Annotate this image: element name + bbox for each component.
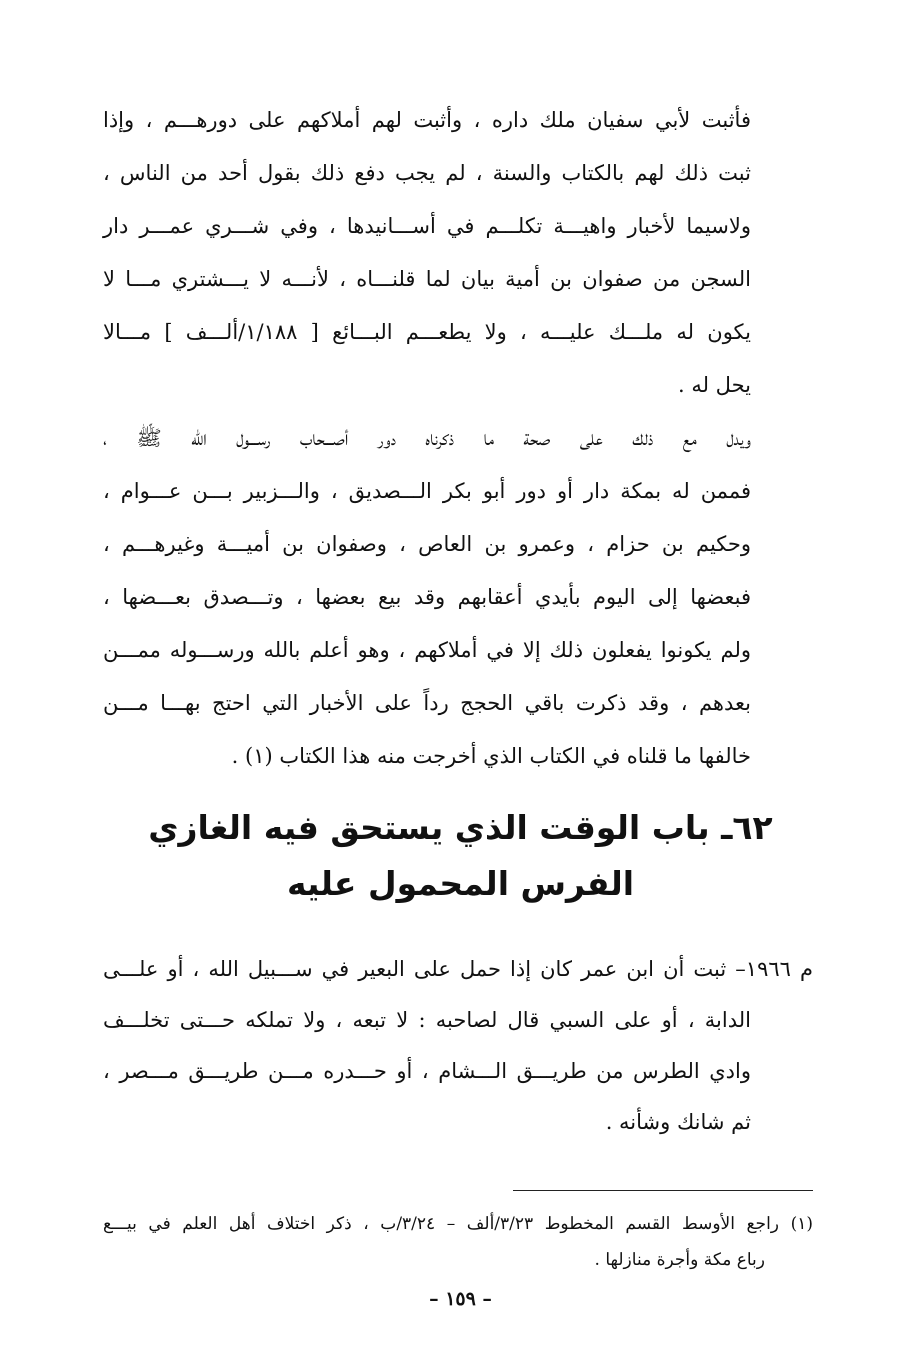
text-line: فممن له بمكة دار أو دور أبو بكر الـــصديق ، والـــزبير بـــن عـــوام ،: [103, 479, 751, 503]
footnote-divider: [513, 1190, 813, 1191]
text-line: يحل له .: [678, 373, 751, 397]
text-line: ولاسيما لأخبار واهيـــة تكلـــم في أســـانيدها ، وفي شـــري عمـــر دار: [103, 214, 751, 238]
footnote-line-2: رباع مكة وأجرة منازلها .: [594, 1250, 765, 1270]
text-line: يكون له ملـــك عليـــه ، ولا يطعـــم البـــائع [ ١/١٨٨/ألـــف ] مـــالا: [103, 320, 751, 344]
text-line: ثبت ذلك لهم بالكتاب والسنة ، لم يجب دفع ذلك بقول أحد من الناس ،: [103, 161, 751, 185]
footnote-line-1: [103, 1206, 813, 1242]
text-line: ويدل مع ذلك على صحة ما ذكرناه دور أصـــحاب رســـول الله ﷺ ،: [103, 426, 751, 450]
text-line: خالفها ما قلناه في الكتاب الذي أخرجت منه هذا الكتاب (١) .: [231, 744, 751, 768]
hadith-first-line: [103, 944, 813, 995]
hadith-line: وادي الطرس من طريـــق الـــشام ، أو حـــدره مـــن طريـــق مـــصر ،: [103, 1059, 751, 1083]
text-line: السجن من صفوان بن أمية بيان لما قلنـــاه ، لأنـــه لا يـــشتري مـــا لا: [103, 267, 751, 291]
footnote-text: راجع الأوسط القسم المخطوط ٣/٢٣/ألف – ٣/٢٤/ب ، ذكر اختلاف أهل العلم في بيـــع: [103, 1214, 780, 1234]
hadith-entry: [103, 944, 813, 1148]
hadith-text: ثبت أن ابن عمر كان إذا حمل على البعير في ســـبيل الله ، أو علـــى: [103, 957, 727, 981]
hadith-line: ثم شانك وشأنه .: [605, 1110, 751, 1134]
text-line: وحكيم بن حزام ، وعمرو بن العاص ، وصفوان بن أميـــة وغيرهـــم ،: [103, 532, 751, 556]
text-line: بعدهم ، وقد ذكرت باقي الحجج رداً على الأخبار التي احتج بهـــا مـــن: [103, 691, 751, 715]
text-line: فأثبت لأبي سفيان ملك داره ، وأثبت لهم أملاكهم على دورهـــم ، وإذا: [103, 108, 751, 132]
footnote-marker: (١): [790, 1214, 813, 1234]
chapter-heading-line-2: الفرس المحمول عليه: [286, 864, 635, 903]
main-text: [103, 94, 751, 783]
hadith-line: الدابة ، أو على السبي قال لصاحبه : لا تبعه ، ولا تملكه حـــتى تخلـــف: [103, 1008, 751, 1032]
hadith-number: م ١٩٦٦–: [735, 957, 813, 981]
footnote: [103, 1206, 813, 1278]
chapter-heading-line-1: ٦٢ـ باب الوقت الذي يستحق فيه الغازي: [148, 808, 773, 847]
page-number: – ١٥٩ –: [429, 1288, 492, 1310]
chapter-heading: [0, 800, 921, 912]
text-line: فبعضها إلى اليوم بأيدي أعقابهم وقد بيع بعضها ، وتـــصدق بعـــضها ،: [103, 585, 751, 609]
text-line: ولم يكونوا يفعلون ذلك إلا في أملاكهم ، وهو أعلم بالله ورســـوله ممـــن: [103, 638, 751, 662]
